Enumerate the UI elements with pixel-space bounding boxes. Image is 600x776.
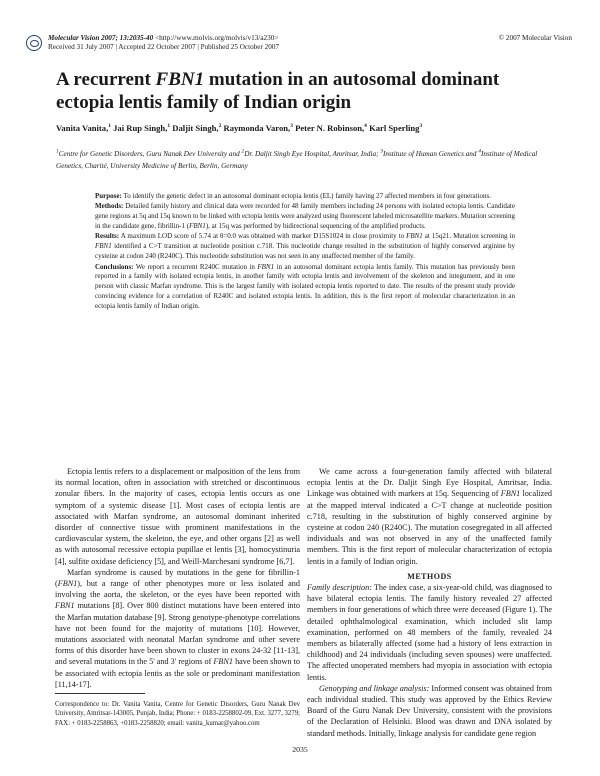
subsection-heading: Family description: [307,583,372,593]
author: Raymonda Varon, [221,123,291,133]
header-citation [48,34,279,52]
paragraph: We came across a four-generation family affected with bilateral ectopia lentis at the Dr. Daljit Singh Eye Hospital, Amritsar, India. Linkage was obtained with markers at 15q. Sequencing of FBN1 localized at the mapped interval indicated a C>T change at nucleotide position c.718, resulting in the substitution of highly conserved arginine by cysteine at codon 240 (R240C). The mutation cosegregated in all affected individuals and was not observed in any of the unaffected family members. This is the first report of molecular characterization of ectopia lentis in a family of Indian origin. [307,467,552,566]
author: Jai Rup Singh, [110,123,168,133]
paragraph: Genotyping and linkage analysis: Informed consent was obtained from each individual studied. This study was approved by the Ethics Review Board of the Guru Nanak Dev University, consistent with the provisions of the Declaration of Helsinki. Blood was drawn and DNA isolated by standard methods. Initially, linkage analysis for candidate gene region [307,683,552,738]
paragraph: Ectopia lentis refers to a displacement or malposition of the lens from its normal location, often in association with stretched or discontinuous zonular fibers. In the majority of cases, ectopia lentis occurs as one symptom of a systemic disease [1]. Most cases of ectopia lentis are associated with Marfan syndrome, an autosomal dominant inherited disorder of connective tissue with prominent manifestations in the cardiovascular system, the skeleton, the eye, and other organs [2] as well as with autosomal recessive ectopia pupillae et lentis [3], homocystinuria [4], sulfite oxidase deficiency [5], and Weill-Marchesani syndrome [6,7]. [55,467,300,566]
body-column-right [307,466,552,739]
footnote-divider [55,693,145,694]
copyright: © 2007 Molecular Vision [498,34,572,42]
affiliations: $^1$Centre for Genetic Disorders, Guru Nanak Dev University and $^2$Dr. Daljit Singh Eye Hospital, Amritsar, India; $^3$Institute of Human Genetics and $^4$Institute of Medical Genetics, Charité, University Medicine of Berlin, Berlin, Germany [56,148,538,170]
author: Vanita Vanita, [56,123,109,133]
article-dates: Received 31 July 2007 | Accepted 22 October 2007 | Published 25 October 2007 [48,43,280,51]
author: Daljit Singh, [170,123,219,133]
page-header [14,34,586,54]
abstract-results: Results: A maximum LOD score of 5.74 at θ=0.0 was obtained with marker D15S1024 in close proximity to FBN1 at 15q21. Mutation screening in FBN1 identified a C>T transition at nucleotide position c.718. This nucleotide change resulted in the substitution of highly conserved arginine by cysteine at codon 240 (R240C). This nucleotide substitution was not seen in any unaffected member of the family. [95,232,515,261]
paragraph: Family description: The index case, a six-year-old child, was diagnosed to have bilateral ectopia lentis. The family history revealed 27 affected members in four generations of which three were deceased (Figure 1). The detailed ophthalmological examination, which included slit lamp examination, performed on 48 members of the family, revealed 24 members as bilaterally affected (some had a history of lens extraction in childhood) and 24 individuals (including seven spouses) were unaffected. The affected unoperated members had myopia in association with ectopia lentis. [307,583,552,682]
journal-citation: Molecular Vision 2007; 13:2035-40 [48,34,154,42]
gene-name: FBN1 [155,69,205,90]
article-title: A recurrent FBN1 mutation in an autosomal dominant ectopia lentis family of Indian origin [56,69,500,113]
author-list: Vanita Vanita,$^1$ Jai Rup Singh,$^1$ Daljit Singh,$^2$ Raymonda Varon,$^3$ Peter N. Robinson,$^4$ Karl Sperling$^3$ [56,123,423,133]
section-heading: METHODS [407,571,452,581]
abstract-purpose: Purpose: To identify the genetic defect in an autosomal dominant ectopia lentis (EL) family having 27 affected members in four generations. [95,192,492,200]
subsection-heading: Genotyping and linkage analysis: [319,683,430,693]
abstract [95,192,515,312]
author: Karl Sperling [366,123,420,133]
journal-logo-icon [26,35,42,51]
page-number: 2035 [292,745,308,754]
journal-url[interactable]: <http://www.molvis.org/molvis/v13/a230> [155,34,279,42]
body-column-left [55,466,300,690]
correspondence-note: Correspondence to: Dr. Vanita Vanita, Centre for Genetic Disorders, Guru Nanak Dev University, Amritsar-143005, Punjab, India; Phone: + 0183-2258802-09, Ext. 3277, 3279; FAX: + 0183-2258863, +0183-2258820; email: vanita_kumar@yahoo.com [55,701,300,727]
abstract-conclusions: Conclusions: We report a recurrent R240C mutation in FBN1 in an autosomal dominant ectopia lentis family. This mutation has previously been reported in a family with isolated ectopia lentis, in another family with ectopia lentis and involvement of the skeleton and integument, and in one person with classic Marfan syndrome. This is the largest family with isolated ectopia lentis reported to date. The results of the present study provide convincing evidence for a correlation of R240C and isolated ectopia lentis. In addition, this is the first report of molecular characterization in an ectopia lentis family of Indian origin. [95,262,515,311]
paragraph: Marfan syndrome is caused by mutations in the gene for fibrillin-1 (FBN1), but a range of other phenotypes more or less isolated and involving the aorta, the skeleton, or the eyes have been reported with FBN1 mutations [8]. Over 800 distinct mutations have been entered into the Marfan mutation database [9]. Strong genotype-phenotype correlations have not been found for the majority of mutations [10]. However, mutations associated with neonatal Marfan syndrome and other severe forms of this disorder have been shown to cluster in exons 24-32 [11-13], and several mutations in the 5' and 3' regions of FBN1 have been shown to be associated with ectopia lentis as the sole or predominant manifestation [11,14-17]. [55,567,300,689]
abstract-methods: Methods: Detailed family history and clinical data were recorded for 48 family members including 24 persons with isolated ectopia lentis. Candidate gene regions at 5q and 15q known to be linked with ectopia lentis were analyzed using fluorescent labeled microsatellite markers. Mutation screening in the candidate gene, fibrillin-1 (FBN1), at 15q was performed by bidirectional sequencing of the amplified products. [95,202,515,231]
author: Peter N. Robinson, [292,123,365,133]
